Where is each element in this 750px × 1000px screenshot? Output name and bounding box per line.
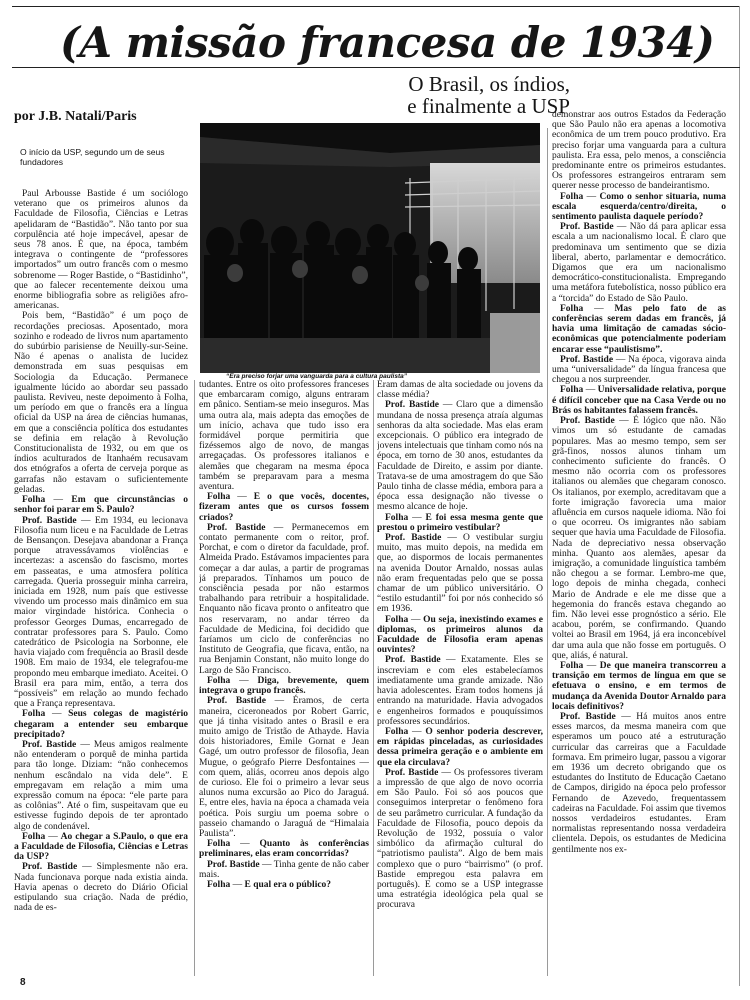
question: Folha — Ou seja, inexistindo exames e diplomas, os primeiros alunos da Faculdade de Filosofia eram apenas ouvintes?	[377, 614, 543, 656]
speaker-label: Prof. Bastide	[207, 696, 266, 707]
right-border	[739, 6, 740, 986]
answer: Prof. Bastide — Não dá para aplicar essa escala a um nacionalismo local. É claro que predominava um sentimento que se dizia liberal, aberto, parlamentar e democrático. Digamos que era um nacionalismo democrático-constitucionalista. Empregando uma metáfora futebolística, nosso público era a “torcida” do Estado de São Paulo.	[552, 222, 726, 304]
speaker-label: Prof. Bastide	[385, 533, 442, 544]
question: Folha — De que maneira transcorreu a transição em termos de língua em que se efetuava o ensino, e em termos de mudança da Avenida Doutor Arnaldo para locais definitivos?	[552, 660, 726, 712]
question: Folha — Ao chegar a S.Paulo, o que era a Faculdade de Filosofia, Ciências e Letras da USP?	[14, 831, 188, 863]
answer: Prof. Bastide — Tinha gente de não caber mais.	[199, 859, 369, 880]
speaker-label: Prof. Bastide	[560, 222, 614, 233]
question: Folha — Em que circunstâncias o senhor foi parar em S. Paulo?	[14, 495, 188, 516]
column-rule	[194, 380, 195, 976]
speaker-label: Prof. Bastide	[22, 862, 78, 873]
question-text: Como o senhor situaria, numa escala esquerda/centro/direita, o sentimento paulista daquele período?	[552, 191, 726, 223]
answer-text: Exatamente. Eles se inscreviam e com eles estabelecíamos imediatamente uma grande amizade. Não havia adolescentes. Eram todos homens já entrando na maturidade. Havia advogados e engenheiros formados e pouquíssimos professores secundários.	[377, 655, 543, 727]
answer-text: É lógico que não. Não vimos um só estudante de camadas populares. Mas ao mesmo tempo, sem ser grã-finos, nossos alunos tinham um conhecimento suficiente do francês. O mesmo não ocorria com os professores italianos ou alemães que chegaram conosco. Os italianos, por exemplo, acreditavam que a forte imigração favorecia uma maior afluência em cursos naquele idioma. Não foi o que ocorreu. Os imigrantes não sabiam sequer que havia uma Faculdade de Filosofia. Nada de depreciativo nessa observação minha. Quanto aos alemães, apesar da imigração, a comunidade linguística também não chegou a se formar. Lembro-me que, logo depois de minha chegada, conheci Mario de Andrade e ele me disse que a hegemonia do francês estava chegando ao fim. Não levei esse prognóstico a sério. Ele acabou, porém, se confirmando. Quando voltei ao Brasil em 1964, já era inconcebível dar uma aula que não fosse em português. O que, aliás, é natural.	[552, 416, 726, 661]
answer: Prof. Bastide — Exatamente. Eles se inscreviam e com eles estabelecíamos imediatamente uma grande amizade. Não havia adolescentes. Eram todos homens já entrando na maturidade. Havia advogados e engenheiros formados e pouquíssimos professores secundários.	[377, 655, 543, 727]
paragraph: demonstrar aos outros Estados da Federação que São Paulo não era apenas a locomotiva econômica de um trem pouco produtivo. Era preciso forjar uma vanguarda para a cultura paulista. Era essa, pelo menos, a consciência predominante entre os primeiros estudantes. Os professores estrangeiros entraram sem querer nesse processo de bandeirantismo.	[552, 110, 726, 192]
article-photo	[200, 123, 540, 373]
question-text: E o que vocês, docentes, fizeram antes que os cursos fossem criados?	[199, 492, 369, 523]
answer-text: Não dá para aplicar essa escala a um nacionalismo local. É claro que predominava um sentimento que se dizia liberal, aberto, parlamentar e democrático. Digamos que era um nacionalismo democrático-constitucionalista. Empregando uma metáfora futebolística, nosso público era a “torcida” do Estado de São Paulo.	[552, 222, 726, 304]
speaker-label: Prof. Bastide	[207, 859, 260, 870]
byline: por J.B. Natali/Paris	[14, 109, 137, 124]
speaker-label: Folha	[207, 879, 231, 890]
answer: Prof. Bastide — Meus amigos realmente não entenderam o porquê de minha partida para tão longe. Diziam: “não conhecemos nenhum escândalo na vida dele”. E empregavam em relação a mim uma expressão comum na época: “ele parte para as colônias”. Até o fim, suspeitavam que eu estivesse fugindo depois de ter aprontado algo de condenável.	[14, 739, 188, 832]
answer: Prof. Bastide — Em 1934, eu lecionava Filosofia num liceu e na Faculdade de Letras de Bensançon. Desejava abandonar a França porque atravessávamos violências e incertezas: a ascensão do fascismo, mortes em passeatas, e uma atmosfera política carregada. Queria prosseguir minha carreira, iniciada em 1928, num país que estivesse vivendo um processo mais dinâmico em sua maior virgindade histórica. Conhecia o professor Georges Dumas, encarregado de contratar professores para S. Paulo. Como catedrático de Psicologia na Sorbonne, ele havia viajado com frequência ao Brasil desde 1908. Em maio de 1934, ele telegrafou-me propondo meu embarque imediato. Aceitei. O Brasil era para mim, então, a terra dos “possíveis” em relação ao mundo fechado que a França representava.	[14, 515, 188, 710]
speaker-label: Prof. Bastide	[560, 416, 615, 427]
answer-text: Há muitos anos entre esses marcos, da mesma maneira com que esperamos um pouco até a estruturação curricular das carreiras que a Faculdade formava. Em primeiro lugar, passou a vigorar em 1936 um decreto obrigando que os estudantes do Instituto de Educação Caetano de Campos, dirigido na época pelo professor Fernando de Azevedo, frequentassem cadeiras na Faculdade. Foi assim que tivemos nossos verdadeiros estudantes. Eram normalistas representando nossa verdadeira clientela. Depois, os estudantes de Medicina gentilmente nos ex-	[552, 711, 726, 855]
answer-text: O vestibular surgiu muito, mas muito depois, na medida em que, ao dispormos de locais permanentes na avenida Doutor Arnaldo, nossas aulas não eram frequentadas pelo que se possa chamar de um público universitário. O “estilo estudantil” foi por nós conhecido só em 1936.	[377, 533, 543, 615]
answer-text: Os professores tiveram a impressão de que algo de novo ocorria em São Paulo. Foi só aos poucos que conseguimos interpretar o fenômeno fora de seu parâmetro curricular. A fundação da Faculdade de Filosofia, pouco depois da Revolução de 1932, possuía o valor simbólico da afirmação cultural do “patriotismo paulista”. Algo de bem mais complexo que o puro “bairrismo” (o prof. Bastide empregou esta palavra em português). E como se a USP integrasse uma estratégia ideológica pela qual se procurava	[377, 767, 543, 911]
subtitle-line-2: e finalmente a USP	[407, 94, 570, 118]
speaker-label: Folha	[385, 726, 409, 737]
question-text: Seus colegas de magistério chegaram a entender seu embarque precipitado?	[14, 709, 188, 740]
question-text: Ao chegar a S.Paulo, o que era a Faculdade de Filosofia, Ciências e Letras da USP?	[14, 831, 188, 863]
question-text: De que maneira transcorreu a transição em termos de língua em que se efetuava o ensino, e em termos de mudança da Avenida Doutor Arnaldo para locais definitivos?	[552, 660, 726, 712]
answer: Prof. Bastide — Permanecemos em contato permanente com o reitor, prof. Porchat, e com o diretor da faculdade, prof. Almeida Prado. Estávamos impacientes para começar a dar aulas, a partir de programas já preparados. Tínhamos um pouco de consciência pesada por não estarmos trabalhando para retribuir a hospitalidade. Enquanto não ficava pronto o anfiteatro que nos reservaram, no andar térreo da Faculdade de Medicina, foi decidido que faríamos um ciclo de conferências no Instituto de Geografia, que ficava, então, na rua Benjamin Constant, não muito longe do Largo de São Francisco.	[199, 522, 369, 676]
page-number: 8	[20, 977, 26, 988]
speaker-label: Prof. Bastide	[207, 522, 266, 533]
speaker-label: Prof. Bastide	[385, 400, 440, 411]
question-text: E qual era o público?	[244, 879, 332, 890]
answer-text: Na época, vigorava ainda uma “universalidade” da língua francesa que chegou a nos surpreender.	[552, 354, 726, 386]
column-rule	[373, 380, 374, 976]
answer: Prof. Bastide — É lógico que não. Não vimos um só estudante de camadas populares. Mas ao mesmo tempo, sem ser grã-finos, nossos alunos tinham um conhecimento suficiente do francês. O mesmo não ocorria com os professores italianos ou alemães que chegaram conosco. Os italianos, por exemplo, acreditavam que a forte imigração favorecia uma maior afluência em cursos naquele idioma. Não foi o que ocorreu. Os imigrantes não sabiam sequer que havia uma Faculdade de Filosofia. Nada de depreciativo nessa observação minha. Quanto aos alemães, apesar da imigração, a comunidade linguística também não chegou a se formar. Lembro-me que, logo depois de minha chegada, conheci Mario de Andrade e ele me disse que a hegemonia do francês estava chegando ao fim. Não levei esse prognóstico a sério. Ele acabou, porém, se confirmando. Quando voltei ao Brasil em 1964, já era inconcebível dar uma aula que não fosse em português. O que, aliás, é natural.	[552, 416, 726, 661]
answer-text: Éramos, de certa maneira, ciceroneados por Robert Garric, que já tinha visitado antes o Brasil e era muito amigo de Tristão de Athayde. Havia dois historiadores, Emile Gornat e Jean Gagé, um outro professor de filosofia, Jean Mugue, o geógrafo Pierre Desfontaines — com quem, aliás, ocorreu anos depois algo de curioso. Ele foi o primeiro a levar seus alunos numa excursão ao Pico do Jaraguá. E, entre eles, havia na época a chamada veia poética. Pois surgiu um poema sobre o passeio chamando o Jaraguá de “Himalaia Paulista”.	[199, 696, 369, 839]
speaker-label: Prof. Bastide	[22, 739, 77, 750]
headline-rule	[12, 67, 740, 68]
speaker-label: Folha	[207, 492, 231, 503]
answer: Prof. Bastide — Simplesmente não era. Nada funcionava porque nada existia ainda. Havia apenas o decreto do Diário Oficial estipulando sua criação. Nada de prédio, nada de es-	[14, 862, 188, 914]
answer: Prof. Bastide — Os professores tiveram a impressão de que algo de novo ocorria em São Paulo. Foi só aos poucos que conseguimos interpretar o fenômeno fora de seu parâmetro curricular. A fundação da Faculdade de Filosofia, pouco depois da Revolução de 1932, possuía o valor simbólico da afirmação cultural do “patriotismo paulista”. Algo de bem mais complexo que o puro “bairrismo” (o prof. Bastide empregou esta palavra em português). E como se a USP integrasse uma estratégia ideológica pela qual se procurava	[377, 767, 543, 911]
question: Folha — Mas pelo fato de as conferências serem dadas em francês, já havia uma limitação de camadas sócio-econômicas que potencialmente poderiam encarar esse “paulistismo”.	[552, 303, 726, 355]
question-text: Mas pelo fato de as conferências serem dadas em francês, já havia uma limitação de camadas sócio-econômicas que potencialmente poderiam encarar esse “paulistismo”.	[552, 303, 726, 355]
answer-text: Simplesmente não era. Nada funcionava porque nada existia ainda. Havia apenas o decreto do Diário Oficial estipulando sua criação. Nada de prédio, nada de es-	[14, 862, 188, 914]
question-text: Diga, brevemente, quem integrava o grupo francês.	[199, 675, 369, 697]
subtitle	[260, 73, 570, 117]
kicker: O início da USP, segundo um de seus fundadores	[20, 147, 165, 167]
question: Folha — Universalidade relativa, porque é difícil conceber que na Casa Verde ou no Brás os habitantes falassem francês.	[552, 385, 726, 416]
speaker-label: Folha	[560, 385, 584, 396]
speaker-label: Folha	[385, 512, 409, 523]
answer: Prof. Bastide — O vestibular surgiu muito, mas muito depois, na medida em que, ao dispormos de locais permanentes na avenida Doutor Arnaldo, nossas aulas não eram frequentadas pelo que se possa chamar de um público universitário. O “estilo estudantil” foi por nós conhecido só em 1936.	[377, 533, 543, 615]
paragraph: tudantes. Entre os oito professores franceses que embarcaram comigo, alguns entraram em pânico. Sentiam-se meio inseguros. Mas uma outra ala, mais adepta das emoções de um início, achava que tudo isso era formidável porque permitiria que fizéssemos algo de novo, de mangas arregaçadas. Os professores italianos e alemães que chegaram na mesma época também se preparavam para a mesma aventura.	[199, 380, 369, 493]
answer: Prof. Bastide — Éramos, de certa maneira, ciceroneados por Robert Garric, que já tinha visitado antes o Brasil e era muito amigo de Tristão de Athayde. Havia dois historiadores, Emile Gornat e Jean Gagé, um outro professor de filosofia, Jean Mugue, o geógrafo Pierre Desfontaines — com quem, aliás, ocorreu anos depois algo de curioso. Ele foi o primeiro a levar seus alunos numa excursão ao Pico do Jaraguá. E, entre eles, havia na época a chamada veia poética. Pois surgiu um poema sobre o passeio chamando o Jaraguá de “Himalaia Paulista”.	[199, 696, 369, 839]
speaker-label: Folha	[560, 191, 584, 202]
speaker-label: Folha	[385, 614, 409, 625]
question: Folha — Como o senhor situaria, numa escala esquerda/centro/direita, o sentimento paulista daquele período?	[552, 191, 726, 223]
answer-text: Permanecemos em contato permanente com o reitor, prof. Porchat, e com o diretor da faculdade, prof. Almeida Prado. Estávamos impacientes para começar a dar aulas, a partir de programas já preparados. Tínhamos um pouco de consciência pesada por não estarmos trabalhando para retribuir a hospitalidade. Enquanto não ficava pronto o anfiteatro que nos reservaram, no andar térreo da Faculdade de Medicina, foi decidido que faríamos um ciclo de conferências no Instituto de Geografia, que ficava, então, na rua Benjamin Constant, não muito longe do Largo de São Francisco.	[199, 522, 369, 676]
question: Folha — E o que vocês, docentes, fizeram antes que os cursos fossem criados?	[199, 492, 369, 523]
photo-illustration	[200, 123, 540, 373]
question-text: E foi essa mesma gente que prestou o primeiro vestibular?	[377, 512, 543, 533]
speaker-label: Prof. Bastide	[560, 711, 616, 722]
question-text: Universalidade relativa, porque é difícil conceber que na Casa Verde ou no Brás os habitantes falassem francês.	[552, 385, 726, 416]
speaker-label: Folha	[560, 660, 584, 671]
answer-text: Em 1934, eu lecionava Filosofia num liceu e na Faculdade de Letras de Bensançon. Desejava abandonar a França porque atravessávamos violências e incertezas: a ascensão do fascismo, mortes em passeatas, e uma atmosfera política carregada. Queria prosseguir minha carreira, iniciada em 1928, num país que estivesse vivendo um processo mais dinâmico em sua maior virgindade histórica. Conhecia o professor Georges Dumas, encarregado de contratar professores para S. Paulo. Como catedrático de Psicologia na Sorbonne, ele havia viajado com frequência ao Brasil desde 1908. Em maio de 1934, ele telegrafou-me propondo meu embarque imediato. Aceitei. O Brasil era para mim, então, a terra dos “possíveis” em relação ao mundo fechado que a França representava.	[14, 515, 188, 710]
speaker-label: Prof. Bastide	[385, 655, 441, 666]
answer: Prof. Bastide — Na época, vigorava ainda uma “universalidade” da língua francesa que chegou a nos surpreender.	[552, 354, 726, 386]
question: Folha — E foi essa mesma gente que prestou o primeiro vestibular?	[377, 512, 543, 533]
question-text: Ou seja, inexistindo exames e diplomas, os primeiros alunos da Faculdade de Filosofia eram apenas ouvintes?	[377, 614, 543, 656]
speaker-label: Folha	[560, 303, 584, 314]
speaker-label: Folha	[22, 709, 46, 720]
top-rule	[12, 6, 740, 7]
speaker-label: Folha	[207, 675, 231, 686]
speaker-label: Prof. Bastide	[560, 354, 614, 365]
photo-caption: “Era preciso forjar uma vanguarda para a cultura paulista”	[226, 373, 407, 380]
speaker-label: Folha	[22, 831, 46, 842]
paragraph: Paul Arbousse Bastide é um sociólogo veterano que os primeiros alunos da Faculdade de Filosofia, Ciências e Letras apelidaram de “Bastidão”. Não tanto por sua corpulência até hoje impecável, apesar de seus 78 anos. É que, na época, também integrava o contingente de “professores importados” um outro francês com o mesmo sobrenome — Roger Bastide, o “Bastidinho”, que ao falecer recentemente deixou uma enorme bibliografia sobre as religiões afro-americanas.	[14, 189, 188, 312]
column-4	[552, 110, 726, 978]
paragraph: Eram damas de alta sociedade ou jovens da classe média?	[377, 380, 543, 401]
answer-text: Meus amigos realmente não entenderam o porquê de minha partida para tão longe. Diziam: “não conhecemos nenhum escândalo na vida dele”. E empregavam em relação a mim uma expressão comum na época: “ele parte para as colônias”. Até o fim, suspeitavam que eu estivesse fugindo depois de ter aprontado algo de condenável.	[14, 739, 188, 832]
speaker-label: Prof. Bastide	[385, 767, 439, 778]
question: Folha — Quanto às conferências preliminares, elas eram concorridas?	[199, 839, 369, 860]
column-2	[199, 380, 369, 980]
question-text: Em que circunstâncias o senhor foi parar em S. Paulo?	[14, 495, 188, 516]
headline: (A missão francesa de 1934)	[60, 18, 715, 67]
speaker-label: Folha	[22, 495, 46, 506]
answer-text: Claro que a dimensão mundana de nossa presença atraía algumas senhoras da alta sociedade. Mas elas eram excepcionais. O público era integrado de jovens intelectuais que tinham como nós na época, em torno de 30 anos, estudantes da Faculdade de Direito, e assim por diante. Tratava-se de uma amostragem do que São Paulo tinha de classe média, embora para a época essa designação não tivesse o mesmo alcance de hoje.	[377, 400, 543, 513]
question: Folha — E qual era o público?	[207, 879, 332, 890]
column-rule	[547, 128, 548, 976]
question-text: O senhor poderia descrever, em rápidas pinceladas, as curiosidades dessa primeira geração e o ambiente em que ela circulava?	[377, 726, 543, 768]
paragraph: Pois bem, “Bastidão” é um poço de recordações preciosas. Aposentado, mora sozinho e rodeado de livros num apartamento do subúrbio parisiense de Neuilly-sur-Seine. Não é apenas o analista de lucidez demonstrada em suas pesquisas em Sociologia da Educação. Permanece igualmente lúcido ao abordar seu passado paulista. Reviveu, neste depoimento à Folha, um período em que o francês era a língua oficial da USP na área de ciências humanas, em que a consciência política dos estudantes se definia em relação à Revolução Constitucionalista de 1932, ou em que os índios aculturados de Itanhaém recusavam dos etnógrafos a oferta de cerveja porque as garrafas não estavam o suficientemente geladas.	[14, 311, 188, 495]
speaker-label: Folha	[207, 839, 231, 850]
question: Folha — Seus colegas de magistério chegaram a entender seu embarque precipitado?	[14, 709, 188, 740]
column-3	[377, 380, 543, 980]
answer-text: Tinha gente de não caber mais.	[199, 859, 369, 880]
answer: Prof. Bastide — Claro que a dimensão mundana de nossa presença atraía algumas senhoras da alta sociedade. Mas elas eram excepcionais. O público era integrado de jovens intelectuais que tinham como nós na época, em torno de 30 anos, estudantes da Faculdade de Direito, e assim por diante. Tratava-se de uma amostragem do que São Paulo tinha de classe média, embora para a época essa designação não tivesse o mesmo alcance de hoje.	[377, 400, 543, 513]
answer: Prof. Bastide — Há muitos anos entre esses marcos, da mesma maneira com que esperamos um pouco até a estruturação curricular das carreiras que a Faculdade formava. Em primeiro lugar, passou a vigorar em 1936 um decreto obrigando que os estudantes do Instituto de Educação Caetano de Campos, dirigido na época pelo professor Fernando de Azevedo, frequentassem cadeiras na Faculdade. Foi assim que tivemos nossos verdadeiros estudantes. Eram normalistas representando nossa verdadeira clientela. Depois, os estudantes de Medicina gentilmente nos ex-	[552, 711, 726, 855]
question: Folha — Diga, brevemente, quem integrava o grupo francês.	[199, 675, 369, 697]
column-1	[14, 189, 188, 979]
subtitle-line-1: O Brasil, os índios,	[408, 72, 570, 96]
question-text: Quanto às conferências preliminares, elas eram concorridas?	[199, 839, 369, 860]
question: Folha — O senhor poderia descrever, em rápidas pinceladas, as curiosidades dessa primeira geração e o ambiente em que ela circulava?	[377, 726, 543, 768]
speaker-label: Prof. Bastide	[22, 515, 77, 526]
